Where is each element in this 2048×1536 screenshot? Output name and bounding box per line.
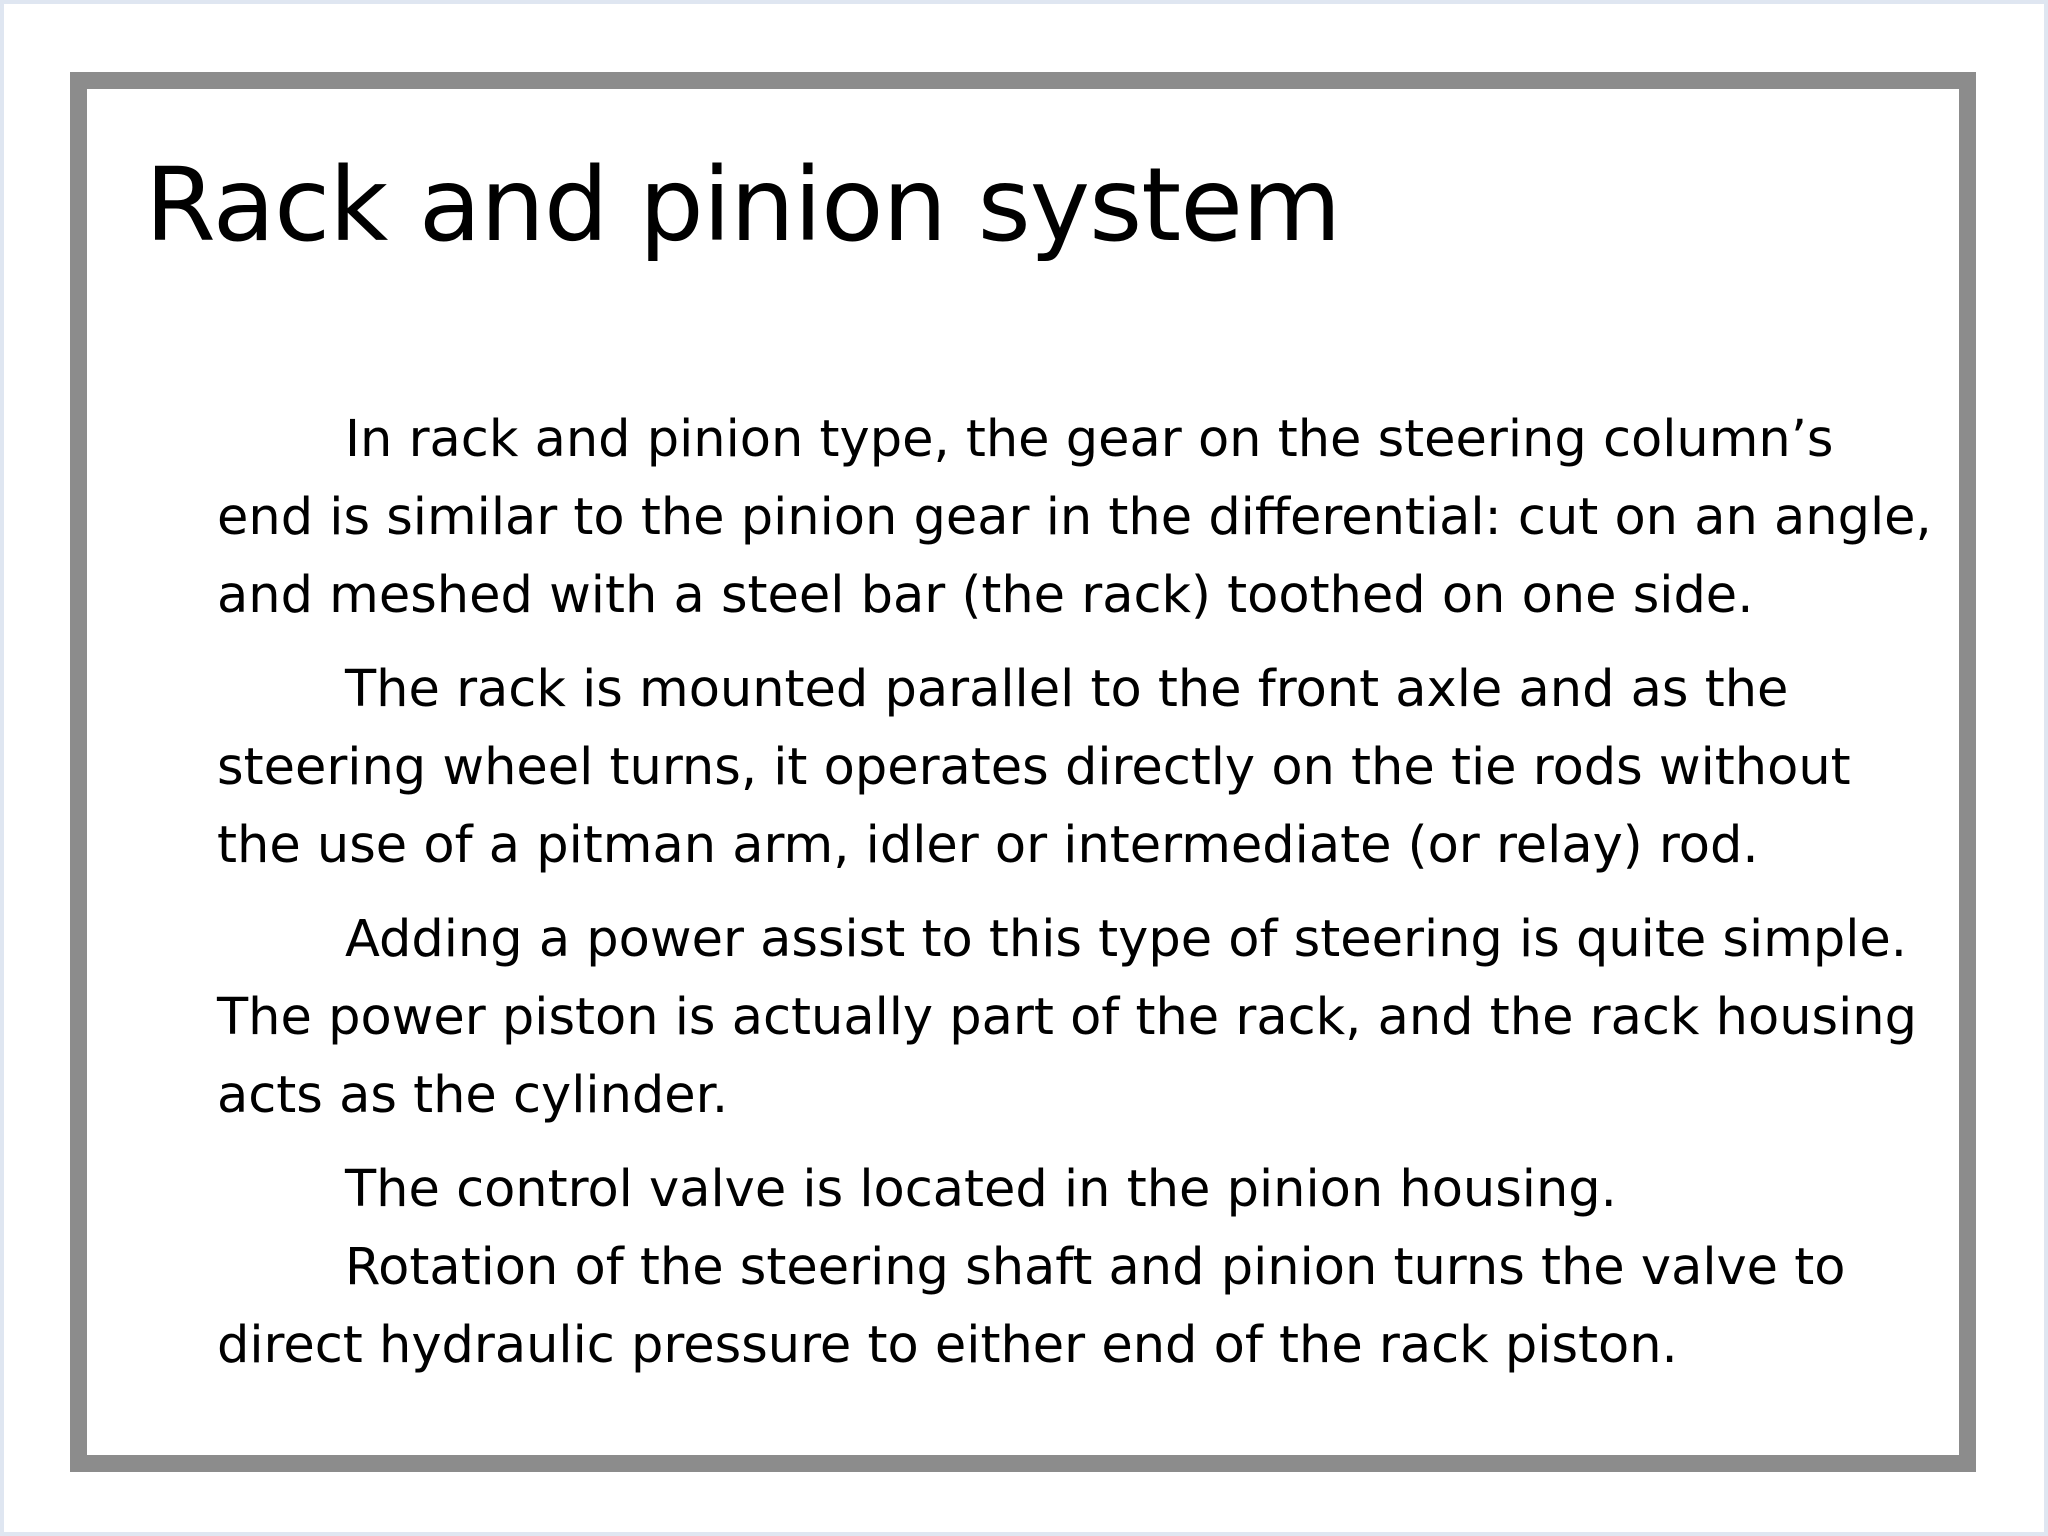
paragraph-power-assist: Adding a power assist to this type of steering is quite simple. The power piston is actually part of the rack, and the rack housing acts as the cylinder.: [217, 910, 1917, 1125]
paragraph-rack-mounting: The rack is mounted parallel to the front axle and as the steering wheel turns, it operates directly on the tie rods without the use of a pitman arm, idler or intermediate (or relay) rod.: [217, 660, 1851, 875]
slide: [4, 4, 2044, 1532]
paragraph-rack-pinion-description: In rack and pinion type, the gear on the steering column’s end is similar to the pinion gear in the differential: cut on an angle, and meshed with a steel bar (the rack) toothed on one side.: [217, 410, 1932, 625]
paragraph-rotation: Rotation of the steering shaft and pinion turns the valve to direct hydraulic pressure to either end of the rack piston.: [217, 1238, 1846, 1375]
slide-body: [217, 401, 1937, 1385]
paragraph-control-valve: The control valve is located in the pinion housing.: [345, 1160, 1617, 1219]
slide-title: Rack and pinion system: [145, 146, 1341, 265]
slide-frame: [70, 72, 1976, 1472]
